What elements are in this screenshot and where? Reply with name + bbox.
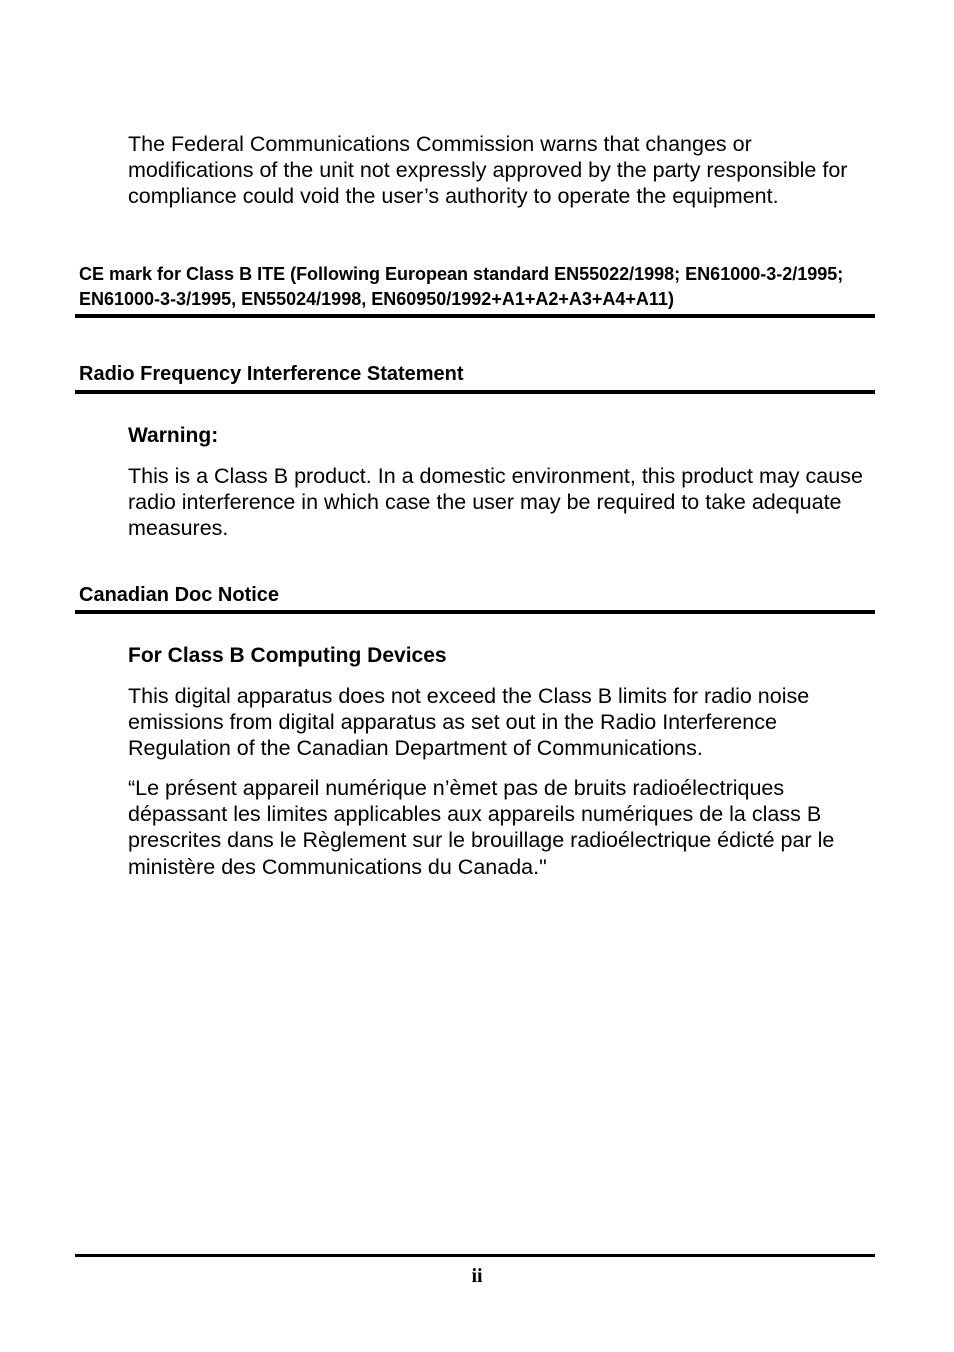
page-number: ii	[471, 1265, 483, 1287]
rfi-paragraph: This is a Class B product. In a domestic environment, this product may cause radio interference in which case the user may be required to take adequate measures.	[128, 464, 863, 541]
rfi-warning-subheading: Warning:	[128, 424, 219, 447]
fcc-warning-paragraph: The Federal Communications Commission warns that changes or modifications of the unit not expressly approved by the party responsible for compliance could void the user’s authority to operate the equipment.	[128, 132, 848, 209]
canadian-notice-french-paragraph: “Le présent appareil numérique n’èmet pas de bruits radioélectriques dépassant les limites applicables aux appareils numériques de la class B prescrites dans le Règlement sur le brouillage radioélectrique édicté par le ministère des Communications du Canada."	[128, 776, 835, 879]
canadian-notice-heading-rule	[75, 610, 875, 614]
canadian-notice-english-paragraph: This digital apparatus does not exceed the Class B limits for radio noise emissions from digital apparatus as set out in the Radio Interference Regulation of the Canadian Department of Communications.	[128, 684, 810, 761]
ce-mark-heading-rule	[75, 314, 875, 318]
ce-mark-heading: CE mark for Class B ITE (Following European standard EN55022/1998; EN61000-3-2/1995; EN61000-3-3/1995, EN55024/1998, EN60950/1992+A1+A2+A3+A4+A11)	[79, 264, 844, 309]
rfi-heading-rule	[75, 390, 875, 394]
class-b-devices-subheading: For Class B Computing Devices	[128, 644, 447, 667]
rfi-heading: Radio Frequency Interference Statement	[79, 363, 464, 385]
canadian-notice-heading: Canadian Doc Notice	[79, 584, 280, 606]
footer-rule	[75, 1254, 875, 1257]
